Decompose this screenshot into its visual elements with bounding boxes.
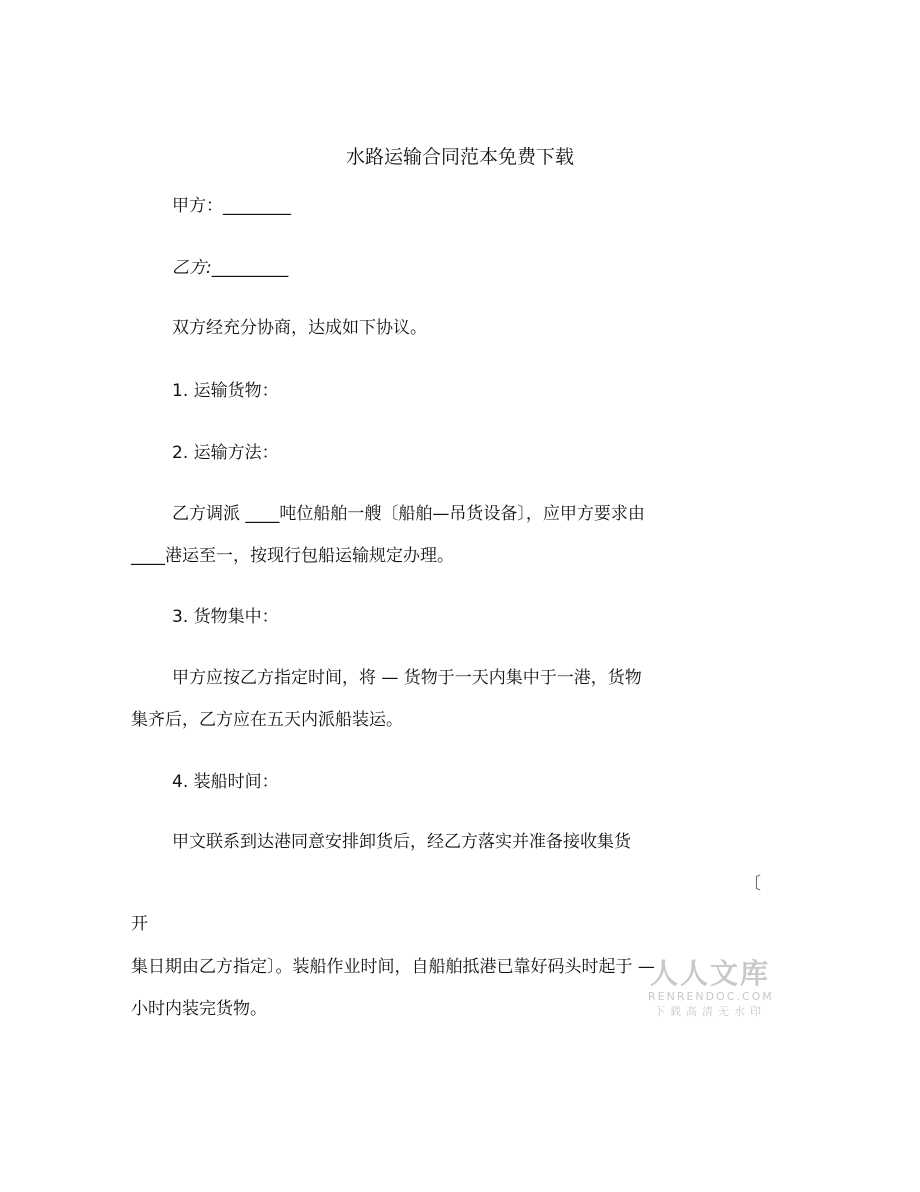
watermark-logo: 人人文库: [649, 957, 770, 990]
section-4-heading: 4. 装船时间：: [172, 772, 279, 792]
watermark-slogan: 下载高清无水印: [654, 1005, 766, 1018]
intro-paragraph: 双方经充分协商，达成如下协议。: [172, 318, 427, 338]
watermark: [648, 958, 772, 1020]
section-2-paragraph-line: ____港运至一，按现行包船运输规定办理。: [131, 546, 454, 566]
section-3-heading: 3. 货物集中：: [172, 607, 279, 627]
party-b-line: 乙方:_________: [172, 258, 289, 278]
section-2-paragraph-line: 乙方调派 ____吨位船舶一艘〔船舶—吊货设备〕，应甲方要求由: [172, 504, 645, 524]
document-title: 水路运输合同范本免费下载: [345, 146, 574, 168]
section-2-heading: 2. 运输方法：: [172, 443, 279, 463]
section-1-heading: 1. 运输货物：: [172, 381, 279, 401]
section-4-paragraph-line: 甲文联系到达港同意安排卸货后，经乙方落实并准备接收集货: [172, 832, 631, 852]
section-3-paragraph-line: 集齐后，乙方应在五天内派船装运。: [131, 710, 403, 730]
party-a-line: 甲方：________: [172, 196, 291, 216]
section-4-bracket: 〔: [744, 874, 761, 894]
section-4-paragraph-line: 小时内装完货物。: [131, 999, 267, 1019]
section-4-paragraph-line: 开: [131, 914, 148, 934]
section-4-paragraph-line: 集日期由乙方指定〕。装船作业时间，自船舶抵港已靠好码头时起于 —: [131, 957, 655, 977]
section-3-paragraph-line: 甲方应按乙方指定时间，将 — 货物于一天内集中于一港，货物: [172, 668, 642, 688]
watermark-domain: RENRENDOC.COM: [648, 990, 774, 1003]
